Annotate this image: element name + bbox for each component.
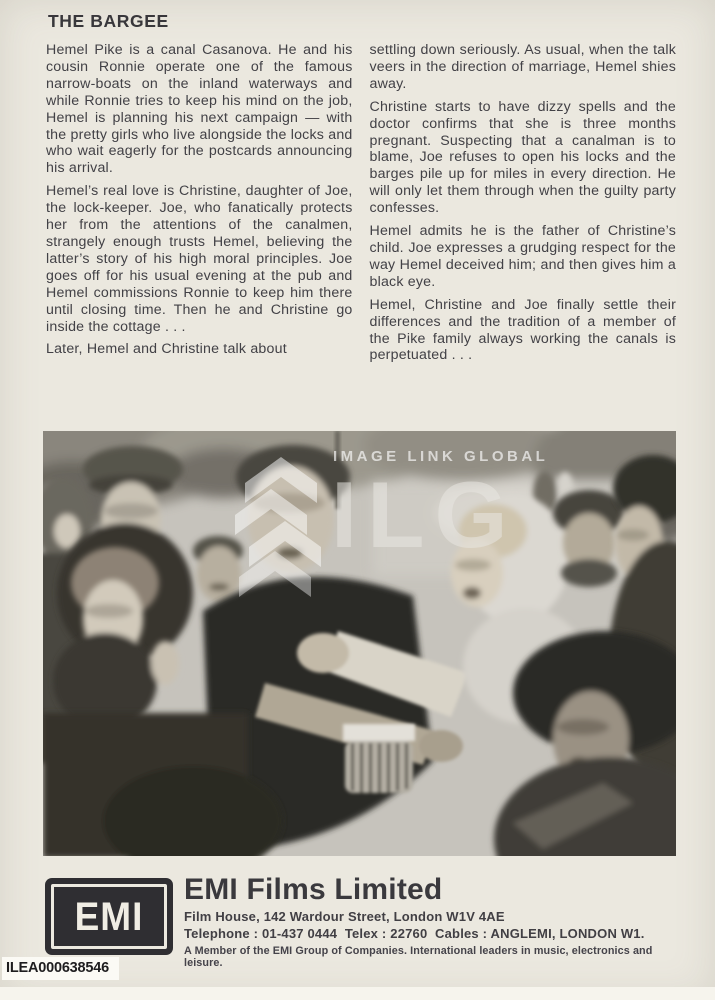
company-contact: Telephone : 01-437 0444 Telex : 22760 Cables : ANGLEMI, LONDON W1. <box>184 926 645 942</box>
emi-logo <box>45 878 173 955</box>
page-bottom-strip <box>0 987 715 1000</box>
synopsis-paragraph: Hemel, Christine and Joe finally settle their differences and the tradition of a member of the Pike family always working the canals is perpetuated . . . <box>369 296 676 364</box>
synopsis-paragraph: Hemel Pike is a canal Casanova. He and his cousin Ronnie operate one of the famous narrow-boats on the inland waterways and while Ronnie tries to keep his mind on the job, Hemel is planning his next campaign — with the pretty girls who live alongside the locks and who wait eagerly for the postcards announcing his arrival. <box>46 42 353 177</box>
film-still-photo <box>43 431 676 856</box>
synopsis-paragraph: Hemel admits he is the father of Christine’s child. Joe expresses a grudging respect for the way Hemel deceived him; and then gives him a black eye. <box>369 223 676 290</box>
company-tagline: A Member of the EMI Group of Companies. International leaders in music, electronics and leisure. <box>184 944 653 969</box>
footer <box>45 874 675 969</box>
synopsis-paragraph: settling down seriously. As usual, when the talk veers in the direction of marriage, Hemel shies away. <box>369 42 676 92</box>
company-name: EMI Films Limited <box>184 873 443 906</box>
film-still-illustration <box>43 431 676 856</box>
footer-text-block <box>184 874 675 969</box>
watermark-initials-text: ILG <box>331 462 518 567</box>
synopsis-paragraph: Later, Hemel and Christine talk about <box>46 341 287 358</box>
synopsis-columns <box>46 42 676 370</box>
watermark-brand-text: IMAGE LINK GLOBAL <box>333 448 549 465</box>
page-title: THE BARGEE <box>48 11 169 31</box>
synopsis-left-column <box>46 42 353 370</box>
synopsis-paragraph: Hemel’s real love is Christine, daughter of Joe, the lock-keeper. Joe, who fanatically protects her from the attentions of the canalmen, strangely enough trusts Hemel, believing the latter’s story of his high moral principles. Joe goes off for his usual evening at the pub and Hemel commissions Ronnie to keep him there until closing time. Then he and Christine go inside the cottage . . . <box>46 183 353 335</box>
company-address: Film House, 142 Wardour Street, London W1V 4AE <box>184 908 505 924</box>
synopsis-paragraph: Christine starts to have dizzy spells and the doctor confirms that she is three months pregnant. Suspecting that a canalman is to blame, Joe refuses to open his locks and the barges pile up for miles in every direction. He will only let them through when the guilty party confesses. <box>369 98 676 217</box>
synopsis-right-column <box>370 42 677 370</box>
catalog-code-label: ILEA000638546 <box>2 957 119 980</box>
emi-logo-text: EMI <box>74 894 144 939</box>
emi-logo-frame <box>51 884 167 949</box>
